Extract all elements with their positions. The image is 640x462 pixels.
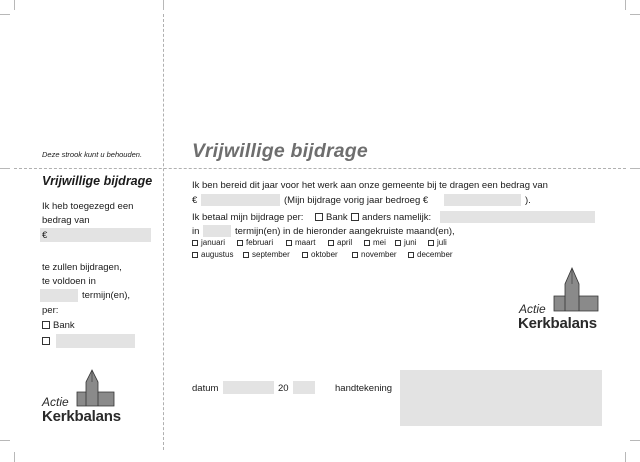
pay-per-label: Ik betaal mijn bijdrage per: <box>192 212 304 223</box>
perforation-vertical <box>163 14 164 450</box>
other-label: anders namelijk: <box>362 212 432 223</box>
stub-title: Vrijwillige bijdrage <box>42 174 153 188</box>
stub-contribute-line2: te voldoen in <box>42 276 96 287</box>
form-currency: € <box>192 195 198 206</box>
stub-other-option[interactable] <box>42 336 53 347</box>
crop-mark <box>0 168 10 169</box>
crop-mark <box>625 452 626 462</box>
month-checkbox[interactable] <box>428 240 434 246</box>
logo-actie: Actie <box>42 395 69 409</box>
month-checkbox[interactable] <box>408 252 414 258</box>
month-checkbox[interactable] <box>302 252 308 258</box>
crop-mark <box>630 440 640 441</box>
installments-field[interactable] <box>203 225 231 237</box>
crop-mark <box>14 452 15 462</box>
month-checkbox[interactable] <box>192 252 198 258</box>
in-label: in <box>192 226 200 237</box>
perforation-horizontal <box>14 168 626 169</box>
date-label: datum <box>192 383 219 394</box>
stub-bank-label: Bank <box>53 320 75 331</box>
crop-mark <box>630 14 640 15</box>
crop-mark <box>14 0 15 10</box>
stub-other-field[interactable] <box>56 334 135 348</box>
crop-mark <box>625 0 626 10</box>
form-intro: Ik ben bereid dit jaar voor het werk aan onze gemeente bij te dragen een bedrag van <box>192 180 548 191</box>
stub-keep-note: Deze strook kunt u behouden. <box>42 150 143 159</box>
bank-label: Bank <box>326 212 348 223</box>
crop-mark <box>0 14 10 15</box>
year-field[interactable] <box>293 381 315 394</box>
stub-pledged-line2: bedrag van <box>42 215 90 226</box>
last-year-label: (Mijn bijdrage vorig jaar bedroeg € <box>284 195 429 206</box>
month-mei[interactable]: mei <box>364 238 386 247</box>
stub-bank-option[interactable] <box>42 320 75 331</box>
logo-kerkbalans: Kerkbalans <box>42 408 121 425</box>
month-checkbox[interactable] <box>352 252 358 258</box>
month-augustus[interactable]: augustus <box>192 250 233 259</box>
month-december[interactable]: december <box>408 250 453 259</box>
signature-label: handtekening <box>335 383 393 394</box>
month-checkbox[interactable] <box>364 240 370 246</box>
date-field[interactable] <box>223 381 274 394</box>
amount-field[interactable] <box>201 194 280 206</box>
month-januari[interactable]: januari <box>192 238 225 247</box>
other-method-field[interactable] <box>440 211 595 223</box>
month-checkbox[interactable] <box>286 240 292 246</box>
month-juli[interactable]: juli <box>428 238 447 247</box>
month-checkbox[interactable] <box>192 240 198 246</box>
month-oktober[interactable]: oktober <box>302 250 338 259</box>
month-februari[interactable]: februari <box>237 238 273 247</box>
stub-other-checkbox[interactable] <box>42 337 50 345</box>
month-checkbox[interactable] <box>237 240 243 246</box>
month-checkbox[interactable] <box>243 252 249 258</box>
month-november[interactable]: november <box>352 250 397 259</box>
stub-amount-field[interactable] <box>40 228 151 242</box>
crop-mark <box>0 440 10 441</box>
last-year-field[interactable] <box>444 194 521 206</box>
stub-installments-field[interactable] <box>40 289 78 302</box>
other-option[interactable] <box>351 212 431 223</box>
stub-installments-label: termijn(en), <box>82 290 131 301</box>
bank-checkbox[interactable] <box>315 213 323 221</box>
stub-bank-checkbox[interactable] <box>42 321 50 329</box>
logo-kerkbalans: Kerkbalans <box>518 315 597 332</box>
month-checkbox[interactable] <box>328 240 334 246</box>
bank-option[interactable] <box>315 212 348 223</box>
crop-mark <box>630 168 640 169</box>
stub-contribute-line1: te zullen bijdragen, <box>42 262 122 273</box>
crop-mark <box>163 0 164 10</box>
month-juni[interactable]: juni <box>395 238 416 247</box>
month-maart[interactable]: maart <box>286 238 315 247</box>
stub-currency: € <box>42 230 48 241</box>
month-april[interactable]: april <box>328 238 352 247</box>
signature-field[interactable] <box>400 370 602 426</box>
main-logo <box>516 266 608 332</box>
last-year-close: ). <box>525 195 531 206</box>
century-label: 20 <box>278 383 289 394</box>
form-title: Vrijwillige bijdrage <box>192 140 368 162</box>
stub-pledged-line1: Ik heb toegezegd een <box>42 201 134 212</box>
logo-actie: Actie <box>519 302 546 316</box>
stub-logo <box>42 368 132 424</box>
stub-per-label: per: <box>42 305 59 316</box>
month-september[interactable]: september <box>243 250 290 259</box>
installments-label: termijn(en) in de hieronder aangekruiste maand(en), <box>235 226 455 237</box>
other-checkbox[interactable] <box>351 213 359 221</box>
month-checkbox[interactable] <box>395 240 401 246</box>
